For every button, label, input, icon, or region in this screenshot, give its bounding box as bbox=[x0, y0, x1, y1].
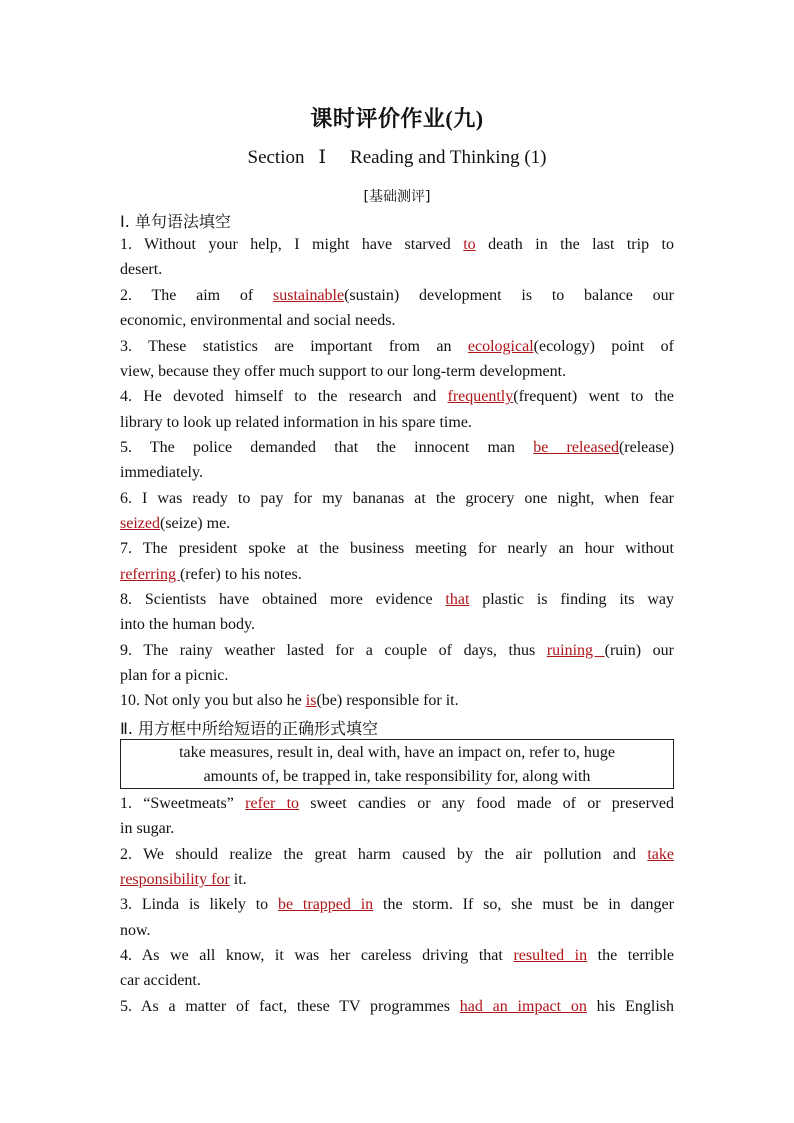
part1-item-7-line1: 7. The president spoke at the business meeting for nearly an hour without bbox=[120, 540, 674, 557]
answer: sustainable bbox=[273, 287, 345, 304]
part2-item-2-line2: responsibility for it. bbox=[120, 871, 247, 888]
answer: responsibility for bbox=[120, 871, 230, 888]
answer: had an impact on bbox=[459, 998, 587, 1015]
answer: ruining bbox=[546, 642, 605, 659]
answer: resulted in bbox=[513, 947, 588, 964]
part1-item-4-line2: library to look up related information in his spare time. bbox=[120, 414, 472, 431]
phrase-box bbox=[120, 739, 674, 789]
section-subtitle bbox=[120, 146, 674, 169]
part2-item-3-line1: 3. Linda is likely to be trapped in the storm. If so, she must be in danger bbox=[120, 896, 674, 913]
answer: frequently bbox=[447, 388, 514, 405]
answer: that bbox=[445, 591, 470, 608]
part1-item-6-line1: 6. I was ready to pay for my bananas at the grocery one night, when fear bbox=[120, 490, 674, 507]
answer: to bbox=[463, 236, 476, 253]
subtitle-name: Reading and Thinking (1) bbox=[350, 147, 547, 168]
part2-item-1-line2: in sugar. bbox=[120, 820, 175, 837]
part2-heading: Ⅱ. 用方框中所给短语的正确形式填空 bbox=[120, 719, 379, 738]
assessment-tag: [基础测评] bbox=[363, 189, 431, 205]
answer: ecological bbox=[467, 338, 534, 355]
answer: is bbox=[305, 692, 317, 709]
page-title: 课时评价作业(九) bbox=[310, 106, 484, 131]
part1-item-2-line2: economic, environmental and social needs. bbox=[120, 312, 396, 329]
part1-item-3-line1: 3. These statistics are important from an ecological(ecology) point of bbox=[120, 338, 674, 355]
part1-item-8-line2: into the human body. bbox=[120, 616, 255, 633]
part2-item-3-line2: now. bbox=[120, 922, 151, 939]
part2-item-2-line1: 2. We should realize the great harm caused by the air pollution and take bbox=[120, 846, 674, 863]
answer: seized bbox=[120, 515, 160, 532]
answer: refer to bbox=[245, 795, 300, 812]
part1-item-3-line2: view, because they offer much support to our long-term development. bbox=[120, 363, 567, 380]
subtitle-section: Section bbox=[247, 147, 305, 168]
part1-item-1-line1: 1. Without your help, I might have starved to death in the last trip to bbox=[120, 236, 674, 253]
part1-item-6-line2: seized(seize) me. bbox=[120, 515, 231, 532]
answer: take bbox=[647, 846, 674, 863]
phrase-box-line1: take measures, result in, deal with, have an impact on, refer to, huge bbox=[179, 744, 615, 761]
part1-item-8-line1: 8. Scientists have obtained more evidence that plastic is finding its way bbox=[120, 591, 675, 608]
part1-item-7-line2: referring (refer) to his notes. bbox=[120, 566, 302, 583]
part1-item-2-line1: 2. The aim of sustainable(sustain) development is to balance our bbox=[120, 287, 674, 304]
part2-item-1-line1: 1. “Sweetmeats” refer to sweet candies or any food made of or preserved bbox=[120, 795, 674, 812]
part1-item-5-line1: 5. The police demanded that the innocent man be released(release) bbox=[120, 439, 675, 456]
part1-item-1-line2: desert. bbox=[120, 261, 163, 278]
part1-item-9-line2: plan for a picnic. bbox=[120, 667, 229, 684]
subtitle-roman: Ⅰ bbox=[318, 147, 327, 168]
part2-item-5-line1: 5. As a matter of fact, these TV programmes had an impact on his English bbox=[120, 998, 675, 1015]
part1-item-9-line1: 9. The rainy weather lasted for a couple of days, thus ruining (ruin) our bbox=[120, 642, 675, 659]
part1-item-4-line1: 4. He devoted himself to the research and frequently(frequent) went to the bbox=[120, 388, 674, 405]
phrase-box-line2: amounts of, be trapped in, take responsibility for, along with bbox=[203, 768, 591, 785]
part2-item-4-line1: 4. As we all know, it was her careless driving that resulted in the terrible bbox=[120, 947, 675, 964]
part1-item-10-line1: 10. Not only you but also he is(be) responsible for it. bbox=[120, 692, 459, 709]
part1-heading: Ⅰ. 单句语法填空 bbox=[120, 212, 231, 231]
answer: be released bbox=[533, 439, 619, 456]
answer: referring bbox=[120, 566, 180, 583]
answer: be trapped in bbox=[278, 896, 374, 913]
part1-item-5-line2: immediately. bbox=[120, 464, 203, 481]
part2-item-4-line2: car accident. bbox=[120, 972, 201, 989]
